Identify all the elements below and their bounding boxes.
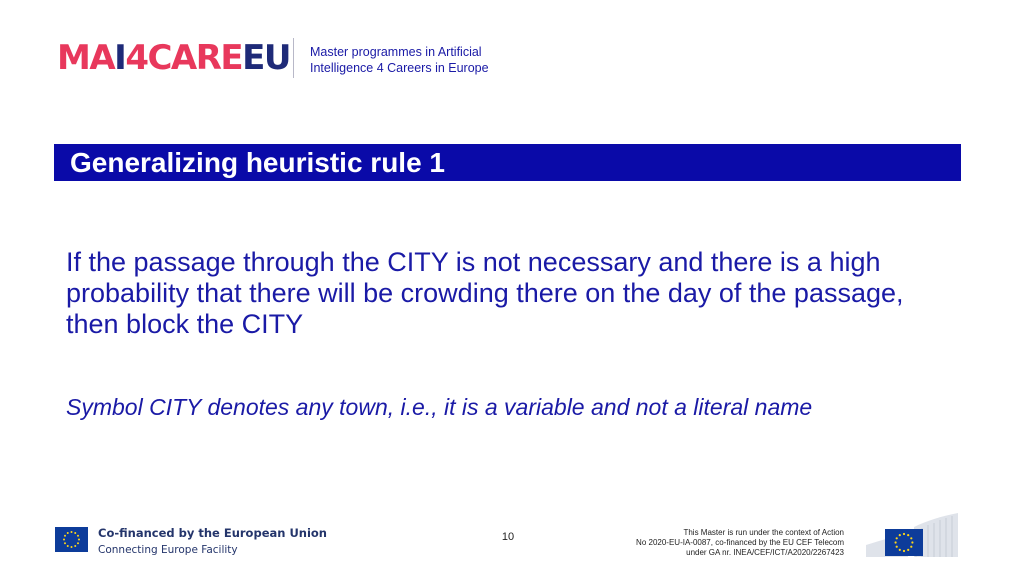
cofinanced-title: Co-financed by the European Union [98, 526, 327, 540]
slide-title: Generalizing heuristic rule 1 [70, 147, 446, 178]
european-commission-logo-icon [864, 511, 959, 559]
logo-tagline [310, 44, 530, 76]
page-number: 10 [501, 531, 515, 543]
slide-title-bar [54, 144, 961, 181]
tagline-line-1: Master programmes in Artificial [310, 45, 482, 59]
mai4careu-logo: MAI4CAREEU [57, 38, 290, 78]
rule-text: If the passage through the CITY is not necessary and there is a high probability that there will be crowding there on the day of the passage, then block the CITY [66, 247, 904, 339]
cofinanced-label [98, 525, 327, 558]
eu-flag-icon [55, 527, 88, 552]
action-note-line-1: This Master is run under the context of Action [683, 528, 844, 537]
logo-divider [293, 38, 294, 78]
tagline-line-2: Intelligence 4 Careers in Europe [310, 61, 489, 75]
action-note-line-2: No 2020-EU-IA-0087, co-financed by the EU CEF Telecom [636, 538, 844, 547]
cofinanced-subtitle: Connecting Europe Facility [98, 544, 238, 556]
action-note [584, 528, 844, 558]
rule-note: Symbol CITY denotes any town, i.e., it is a variable and not a literal name [66, 394, 813, 420]
action-note-line-3: under GA nr. INEA/CEF/ICT/A2020/2267423 [686, 548, 844, 557]
